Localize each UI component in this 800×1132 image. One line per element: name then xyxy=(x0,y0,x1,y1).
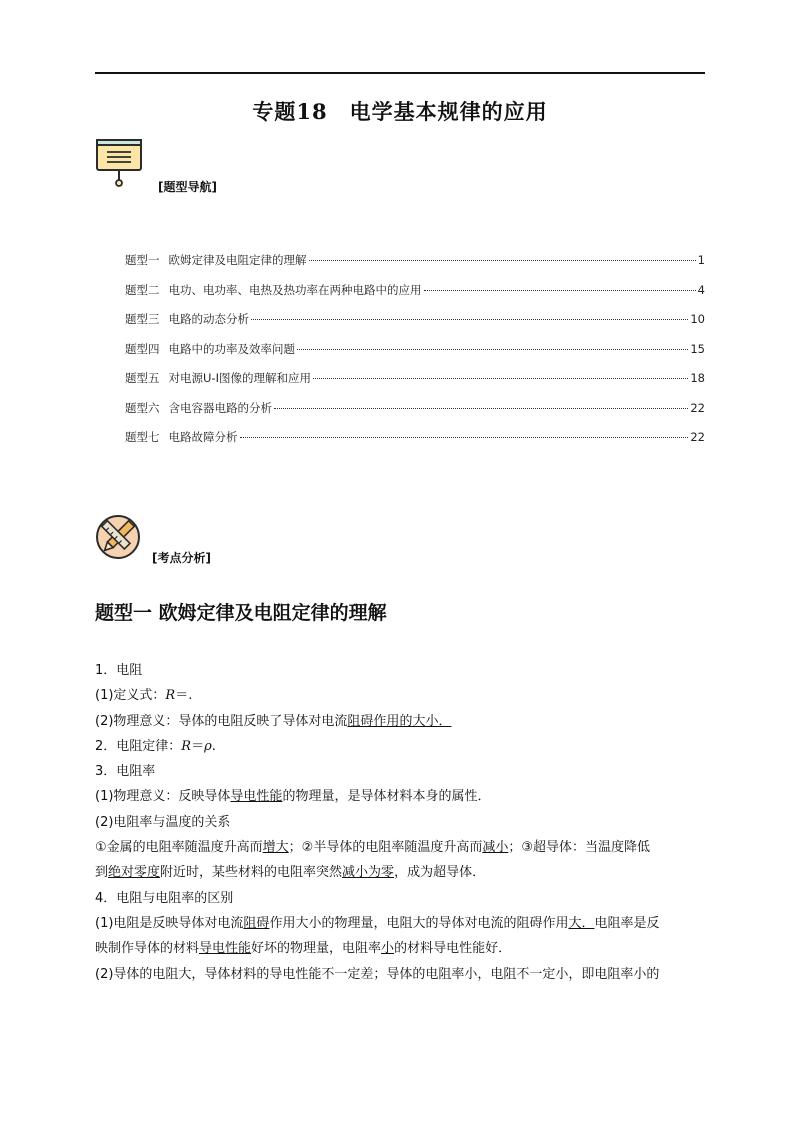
toc-item-page: 4 xyxy=(697,282,705,297)
toc-item-number: 题型四 xyxy=(125,341,160,356)
toc-item-page: 22 xyxy=(690,430,705,444)
underlined-term: 阻碍作用 xyxy=(347,713,400,729)
paragraph-line xyxy=(95,835,707,860)
underlined-term: 增大 xyxy=(262,840,289,856)
paragraph-line xyxy=(95,784,707,809)
pencil-ruler-icon xyxy=(95,514,141,560)
toc-item-number: 题型三 xyxy=(125,312,160,326)
toc-item-title: 电功、电功率、电热及热功率在两种电路中的应用 xyxy=(168,282,422,297)
text: ，成为超导体． xyxy=(394,865,486,881)
content-body xyxy=(95,658,707,987)
underlined-term: 减小 xyxy=(482,840,509,856)
toc-item-title: 电路中的功率及效率问题 xyxy=(168,341,295,356)
underlined-term: 减小为零 xyxy=(342,865,395,881)
text: ①金属的电阻率随温度升高而 xyxy=(95,840,263,856)
toc-leader-dots xyxy=(313,378,688,379)
text: 电阻率是反 xyxy=(594,915,660,931)
section-label-navigation: [题型导航] xyxy=(158,180,217,194)
paragraph-line xyxy=(95,911,707,936)
toc-item[interactable] xyxy=(125,370,705,400)
underlined-term: 导电性能 xyxy=(230,789,283,805)
text: (1)电阻是反映导体对电流 xyxy=(95,915,244,931)
section-label-analysis: [考点分析] xyxy=(152,551,211,565)
underlined-term: 阻碍 xyxy=(243,915,270,931)
page-title: 专题18 电学基本规律的应用 xyxy=(252,99,548,124)
paragraph-line xyxy=(95,810,707,835)
toc-item-title: 电路故障分析 xyxy=(168,430,238,444)
paragraph-line xyxy=(95,860,707,885)
paragraph-line xyxy=(95,962,707,987)
text: 附近时，某些材料的电阻率突然 xyxy=(160,865,343,881)
text: 的 xyxy=(399,713,413,729)
text: ＝ xyxy=(191,738,205,754)
text: 1．电阻 xyxy=(95,663,143,678)
toc-leader-dots xyxy=(424,290,696,291)
paragraph-line xyxy=(95,683,707,708)
formula-variable: R xyxy=(181,738,192,754)
text: 到 xyxy=(95,865,109,881)
toc-item[interactable] xyxy=(125,311,705,341)
underlined-term: 导电性能 xyxy=(199,941,252,957)
underlined-term: 大小． xyxy=(412,713,452,729)
toc-leader-dots xyxy=(240,437,689,438)
header-rule xyxy=(95,72,705,74)
toc-item-page: 18 xyxy=(690,371,705,385)
section-heading: 题型一 欧姆定律及电阻定律的理解 xyxy=(95,602,387,624)
text: ；③超导体：当温度降低 xyxy=(508,840,650,856)
toc-item-title: 含电容器电路的分析 xyxy=(168,400,272,415)
text: 作用大小的物理量，电阻大的导体对电流的阻碍作用 xyxy=(269,915,569,931)
toc-item[interactable] xyxy=(125,400,705,430)
paragraph-line xyxy=(95,759,707,784)
toc-item[interactable] xyxy=(125,252,705,282)
toc-item-number: 题型五 xyxy=(125,371,160,385)
toc-item-number: 题型一 xyxy=(125,253,160,267)
text: (1)定义式： xyxy=(95,688,166,704)
formula-variable: R xyxy=(165,688,176,704)
text: (2)物理意义：导体的电阻反映了导体对电流 xyxy=(95,713,348,729)
text: ＝. xyxy=(175,688,193,704)
toc-item-title: 对电源U-I图像的理解和应用 xyxy=(168,371,311,385)
text: 好坏的物理量，电阻率 xyxy=(251,941,382,957)
toc-item[interactable] xyxy=(125,282,705,312)
text: 的材料导电性能好． xyxy=(394,941,512,957)
toc-item[interactable] xyxy=(125,341,705,371)
toc-item-number: 题型七 xyxy=(125,430,160,444)
text: (2)电阻率与温度的关系 xyxy=(95,814,231,830)
toc-item-title: 电路的动态分析 xyxy=(168,312,249,326)
paragraph-line xyxy=(95,734,707,759)
toc-leader-dots xyxy=(274,408,688,409)
toc-item-number: 题型二 xyxy=(125,282,160,297)
text: (1)物理意义：反映导体 xyxy=(95,789,231,805)
presentation-board-icon xyxy=(95,137,143,189)
text: (2)导体的电阻大，导体材料的导电性能不一定差；导体的电阻率小，电阻不一定小，即电阻率小的 xyxy=(95,966,660,982)
text: 4．电阻与电阻率的区别 xyxy=(95,890,234,906)
underlined-term: 小 xyxy=(381,941,395,957)
toc-item-page: 22 xyxy=(690,400,705,415)
text: 映制作导体的材料 xyxy=(95,941,200,957)
paragraph-line xyxy=(95,886,707,911)
text: 2．电阻定律： xyxy=(95,738,182,754)
toc-item-number: 题型六 xyxy=(125,400,160,415)
paragraph-line xyxy=(95,658,707,683)
paragraph-line xyxy=(95,936,707,961)
underlined-term: 大． xyxy=(568,915,595,931)
toc-leader-dots xyxy=(251,319,688,320)
paragraph-line xyxy=(95,709,707,734)
formula-variable: ρ xyxy=(204,738,212,754)
toc-item[interactable] xyxy=(125,429,705,459)
toc-leader-dots xyxy=(309,260,696,261)
underlined-term: 绝对零度 xyxy=(108,865,161,881)
text: . xyxy=(211,738,216,754)
toc-item-page: 15 xyxy=(690,341,705,356)
table-of-contents xyxy=(125,252,705,459)
toc-leader-dots xyxy=(297,349,688,350)
toc-item-page: 10 xyxy=(690,312,705,326)
text: 3．电阻率 xyxy=(95,764,156,780)
text: ；②半导体的电阻率随温度升高而 xyxy=(288,840,483,856)
toc-item-title: 欧姆定律及电阻定律的理解 xyxy=(168,253,307,267)
toc-item-page: 1 xyxy=(697,253,705,267)
text: 的物理量，是导体材料本身的属性． xyxy=(282,789,491,805)
